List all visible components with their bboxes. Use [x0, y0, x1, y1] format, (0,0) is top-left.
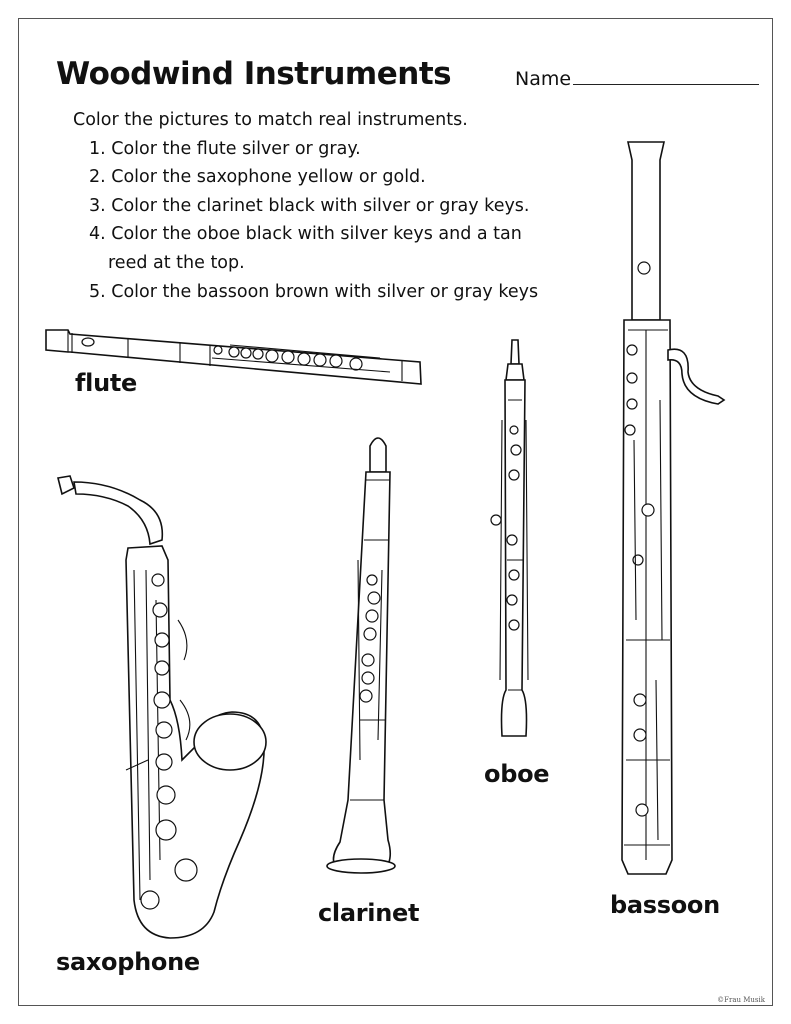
flute-label: flute [75, 369, 138, 397]
instructions-intro: Color the pictures to match real instruments. [73, 110, 468, 130]
credit-text: ©Frau Musik [717, 996, 765, 1004]
saxophone-illustration[interactable] [58, 476, 266, 938]
page-title: Woodwind Instruments [56, 56, 452, 92]
oboe-illustration[interactable] [491, 340, 528, 736]
instruction-item: 5. Color the bassoon brown with silver or gray keys [89, 281, 539, 302]
oboe-label: oboe [484, 760, 550, 788]
name-label: Name [515, 68, 572, 90]
clarinet-illustration[interactable] [327, 438, 395, 873]
saxophone-label: saxophone [56, 948, 200, 976]
instruction-item: 4. Color the oboe black with silver keys and a tan reed at the top. [89, 224, 522, 273]
bassoon-illustration[interactable] [622, 142, 724, 874]
instruction-item: 2. Color the saxophone yellow or gold. [89, 167, 426, 188]
instruction-item: 1. Color the flute silver or gray. [89, 138, 361, 159]
clarinet-label: clarinet [318, 899, 420, 927]
instruction-item: 3. Color the clarinet black with silver or gray keys. [89, 195, 530, 216]
bassoon-label: bassoon [610, 891, 720, 919]
